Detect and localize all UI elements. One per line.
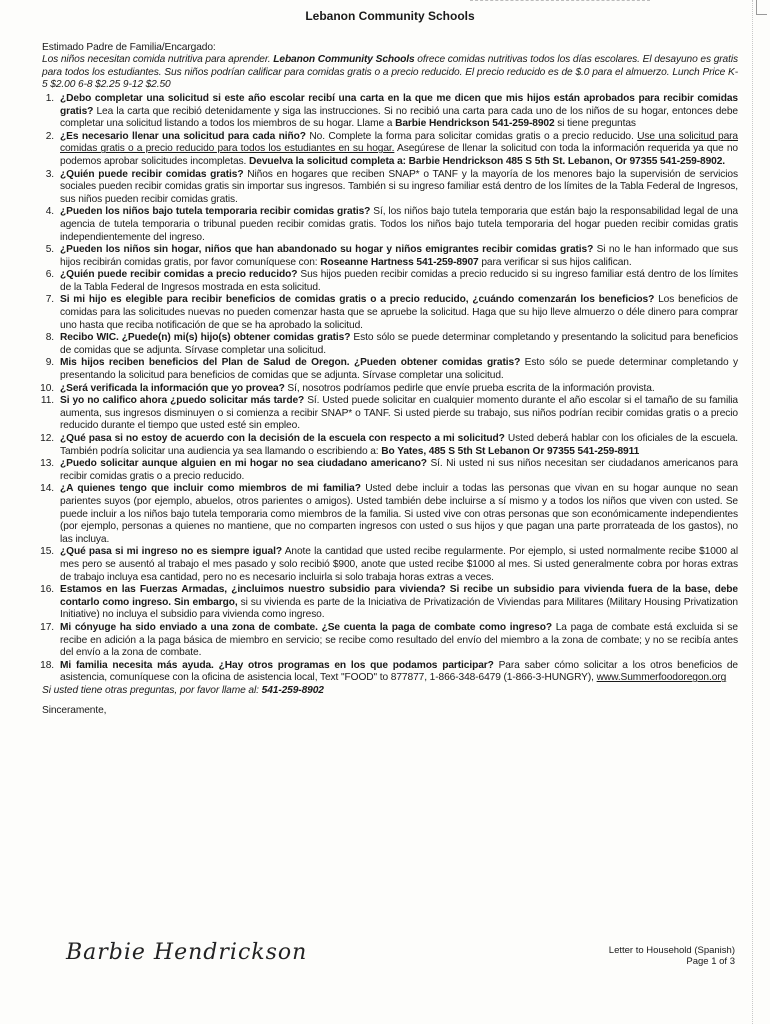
faq-item <box>42 169 738 207</box>
faq-question: ¿Será verificada la información que yo provea? <box>60 382 285 394</box>
faq-item <box>42 357 738 382</box>
faq-question: ¿Qué pasa si no estoy de acuerdo con la decisión de la escuela con respecto a mi solicitud? <box>60 433 505 444</box>
faq-number: 3. <box>45 168 54 180</box>
faq-number: 8. <box>45 332 54 344</box>
faq-question: ¿Quién puede recibir comidas gratis? <box>60 168 244 180</box>
faq-item <box>42 383 738 396</box>
faq-item <box>42 131 738 169</box>
signature-text: Barbie Hendrickson <box>66 940 308 965</box>
intro-prefix: Los niños necesitan comida nutritiva para aprender. <box>42 54 274 66</box>
faq-answer: si su vivienda es parte de la Iniciativa de Privatización de Viviendas para Militares (Military Housing Privatization Initiative) no incluya el subsidio para vivienda como ingreso. <box>60 596 738 621</box>
faq-number: 13. <box>40 458 54 470</box>
faq-question: Mi familia necesita más ayuda. ¿Hay otros programas en los que podamos participar? <box>60 659 494 671</box>
faq-answer-cont: Asegúrese de llenar la solicitud con toda la información requerida ya que no podemos aprobar solicitudes incompletas. <box>60 143 738 167</box>
faq-question: ¿Quién puede recibir comidas a precio reducido? <box>60 269 298 281</box>
faq-answer: La paga de combate está excluida si se recibe en adición a la paga básica de miembro en servicio; se recibe como resultado del envío del miembro a la zona de combate; y no se recibía antes del envío a la zona de combate. <box>60 621 738 659</box>
faq-answer: Usted debe incluir a todas las personas que vivan en su hogar aunque no sean parientes suyos (por ejemplo, abuelos, otros parientes o amigos). Usted también debe incluirse a sí mismo y a todos los niños que viven con usted. Se puede incluir a los niños bajo tutela temporaria como miembros de la familia. Si usted vive con otras personas que son económicamente independientes (por ejemplo, personas a quienes no mantiene, que no comparten ingresos con usted o sus hijos y que pagan una parte prorrateada de los gastos), no las incluya. <box>60 483 739 545</box>
faq-number: 16. <box>40 584 54 596</box>
faq-number: 14. <box>40 483 54 495</box>
page-title: Lebanon Community Schools <box>305 9 475 23</box>
faq-answer-cont: si tiene preguntas <box>554 118 636 130</box>
faq-question: ¿Qué pasa si mi ingreso no es siempre igual? <box>60 546 282 558</box>
contact-phone: 541-259-8902 <box>261 684 324 696</box>
scan-corner-mark <box>756 0 767 15</box>
faq-item <box>42 458 738 483</box>
faq-answer: Sus hijos pueden recibir comidas a precio reducido si su ingreso familiar está dentro de los límites de la Tabla Federal de Ingresos mostrada en esta solicitud. <box>60 269 738 293</box>
faq-item <box>42 584 738 622</box>
faq-number: 5. <box>45 244 54 256</box>
faq-emphasis: Barbie Hendrickson 541-259-8902 <box>395 118 555 130</box>
signature <box>66 940 316 980</box>
faq-number: 7. <box>45 294 54 306</box>
faq-number: 6. <box>45 269 54 281</box>
faq-question: Mis hijos reciben beneficios del Plan de Salud de Oregon. ¿Pueden obtener comidas gratis? <box>60 357 521 369</box>
scan-artifact-top <box>470 0 650 4</box>
faq-item <box>42 332 738 357</box>
faq-number: 10. <box>40 382 54 394</box>
faq-question: Mi cónyuge ha sido enviado a una zona de combate. ¿Se cuenta la paga de combate como ingreso? <box>60 621 552 633</box>
scan-artifact-edge <box>752 0 767 1024</box>
faq-item <box>42 206 738 244</box>
faq-answer: Los beneficios de comidas para las solicitudes nuevas no pueden comenzar hasta que se apruebe la solicitud. Haga que su hijo lleve almuerzo o déle dinero para comprar uno hasta que reciba notificación de que se ha aprobado la solicitud. <box>60 294 738 331</box>
faq-answer: Sí, nosotros podríamos pedirle que envíe prueba escrita de la información provista. <box>284 382 655 394</box>
faq-answer: Esto sólo se puede determinar completando y presentando la solicitud para beneficios de comidas que se adjunta. Sírvase completar una solicitud. <box>60 332 738 356</box>
faq-item <box>42 622 738 660</box>
faq-number: 18. <box>40 659 54 671</box>
intro-paragraph <box>42 54 738 92</box>
faq-number: 2. <box>45 130 54 142</box>
faq-number: 12. <box>40 433 54 444</box>
faq-answer: No. Complete la forma para solicitar comidas gratis o a precio reducido. <box>305 130 638 142</box>
greeting: Estimado Padre de Familia/Encargado: <box>42 41 216 53</box>
faq-answer: Lea la carta que recibió detenidamente y siga las instrucciones. Si no recibió una carta para cada uno de los niños de su hogar, entonces debe completar una solicitud listando a todos los miembros de su hogar. Llame a <box>60 105 738 130</box>
faq-number: 15. <box>40 546 54 558</box>
faq-number: 4. <box>45 206 54 218</box>
faq-item <box>42 244 738 269</box>
faq-answer: Sí, los niños bajo tutela temporaria que están bajo la responsabilidad legal de una agencia de tutela temporaria o tribunal pueden recibir comidas gratis. Todos los niños bajo tutela temporaria del hogar pueden recibir comidas gratis independientemente del ingreso. <box>60 206 738 243</box>
faq-question: ¿Debo completar una solicitud si este año escolar recibí una carta en la que me dicen que mis hijos están aprobados para recibir comidas gratis? <box>60 92 738 117</box>
faq-item <box>42 93 738 131</box>
faq-answer: Para saber cómo solicitar a los otros beneficios de asistencia, comuníquese con la oficina de asistencia local, Text "FOOD" to 877877, 1-866-348-6479 (1-866-3-HUNGRY), <box>60 659 738 684</box>
faq-item <box>42 433 738 458</box>
faq-answer: Usted deberá hablar con los oficiales de la escuela. También podría solicitar una audiencia ya sea llamando o escribiendo a: <box>60 433 738 457</box>
faq-item <box>42 660 738 685</box>
contact-line <box>42 685 738 698</box>
footer-doc-name: Letter to Household (Spanish) <box>608 945 735 956</box>
faq-emphasis: Devuelva la solicitud completa a: Barbie Hendrickson 485 S 5th St. Lebanon, Or 97355 541-259-8902. <box>249 155 726 167</box>
faq-question: ¿A quienes tengo que incluir como miembros de mi familia? <box>60 483 361 495</box>
faq-item <box>42 546 738 584</box>
faq-answer: Anote la cantidad que usted recibe regularmente. Por ejemplo, si usted normalmente recibe $1000 al mes pero se ausentó al trabajo el mes pasado y solo recibió $900, anote que usted recibe $1000 al mes. Si usted generalmente cobra por horas extras de trabajo incluya esa cantidad, pero no es necesario incluirla si solo trabaja horas extras a veces. <box>60 546 739 583</box>
faq-answer: Niños en hogares que reciben SNAP* o TANF y la mayoría de los menores bajo la supervisión de servicios sociales pueden recibir comidas gratis sin importar sus ingresos. También si su ingreso familiar está dentro de los límites de la Tabla Federal de Ingresos, sus niños pueden recibir comidas gratis. <box>60 168 738 205</box>
faq-question: Si yo no califico ahora ¿puedo solicitar más tarde? <box>60 395 305 407</box>
faq-number: 9. <box>45 357 54 369</box>
contact-text: Si usted tiene otras preguntas, por favor llame al: <box>42 684 262 696</box>
faq-question: ¿Es necesario llenar una solicitud para cada niño? <box>60 130 306 142</box>
faq-answer: Si no le han informado que sus hijos recibirán comidas gratis, por favor comuníquese con: <box>60 244 738 268</box>
faq-underlined[interactable]: www.Summerfoodoregon.org <box>596 672 727 684</box>
faq-answer: Sí. Usted puede solicitar en cualquier momento durante el año escolar si el tamaño de su familia aumenta, sus ingresos disminuyen o si comienza a recibir SNAP* o TANF. Si usted pierde su trabajo, sus niños podrían recibir comidas gratis o a precio reducido durante el tiempo que usted esté sin empleo. <box>60 395 738 432</box>
faq-list <box>42 93 738 685</box>
faq-question: ¿Pueden los niños bajo tutela temporaria recibir comidas gratis? <box>60 206 371 218</box>
letter-body <box>42 10 738 718</box>
footer-page-number: Page 1 of 3 <box>686 956 735 967</box>
faq-number: 17. <box>40 621 54 633</box>
faq-item <box>42 395 738 433</box>
faq-underlined: Use una solicitud para comidas gratis o a precio reducido para todos los estudiantes en su hogar. <box>60 130 739 155</box>
faq-number: 11. <box>40 395 54 407</box>
faq-question: Recibo WIC. ¿Puede(n) mi(s) hijo(s) obtener comidas gratis? <box>60 332 351 344</box>
page-footer <box>560 945 735 967</box>
faq-item <box>42 269 738 294</box>
faq-item <box>42 294 738 332</box>
faq-question: Si mi hijo es elegible para recibir beneficios de comidas gratis o a precio reducido, ¿cuándo comenzarán los beneficios? <box>60 294 655 306</box>
faq-question: ¿Puedo solicitar aunque alguien en mi hogar no sea ciudadano americano? <box>60 458 427 470</box>
faq-question: ¿Pueden los niños sin hogar, niños que han abandonado su hogar y niños emigrantes recibir comidas gratis? <box>60 244 594 256</box>
intro-school-name: Lebanon Community Schools <box>273 54 415 66</box>
faq-item <box>42 483 738 546</box>
closing: Sinceramente, <box>42 705 107 717</box>
faq-answer: Esto sólo se puede determinar completando y presentando la solicitud para beneficios de comidas que se adjunta. Sírvase completar una solicitud. <box>60 357 739 382</box>
faq-number: 1. <box>45 92 54 104</box>
intro-suffix: ofrece comidas nutritivas todos los días escolares. El desayuno es gratis para todos los estudiantes. Sus niños podrían calificar para comidas gratis o a precio reducido. El precio reducido es de $.0 para el almuerzo. Lunch Price K-5 $2.00 6-8 $2.25 9-12 $2.50 <box>42 54 739 91</box>
faq-emphasis: Bo Yates, 485 S 5th St Lebanon Or 97355 541-259-8911 <box>381 445 640 457</box>
faq-question: Estamos en las Fuerzas Armadas, ¿incluimos nuestro subsidio para vivienda? Si recibe un subsidio para vivienda fuera de la base, debe contarlo como ingreso. Sin embargo, <box>60 584 738 608</box>
faq-answer: Sí. Ni usted ni sus niños necesitan ser ciudadanos americanos para recibir comidas gratis o a precio reducido. <box>60 458 738 482</box>
faq-answer-cont: para verificar si sus hijos califican. <box>478 256 632 268</box>
faq-emphasis: Roseanne Hartness 541-259-8907 <box>320 256 479 268</box>
